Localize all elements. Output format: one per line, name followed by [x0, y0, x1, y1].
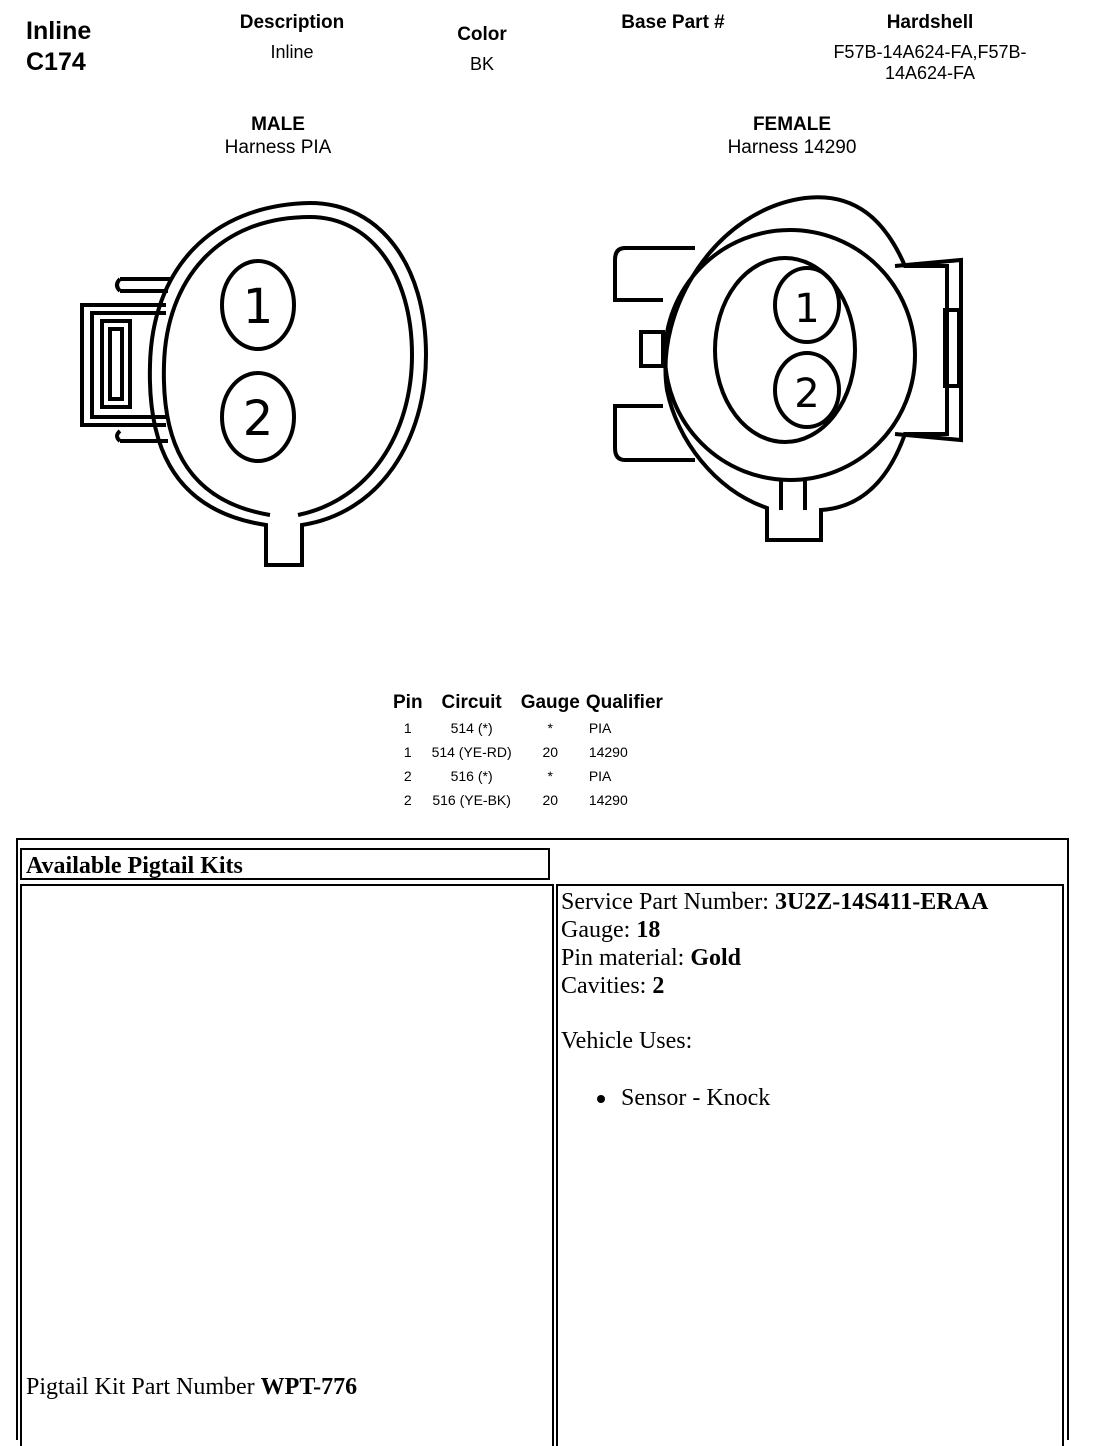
vehicle-uses-list: [561, 1083, 988, 1113]
male-pin2-label: 2: [242, 391, 274, 447]
qualifier-cell: 14290: [588, 792, 628, 808]
pin-material-value: Gold: [690, 945, 741, 971]
vehicle-use-text: Sensor - Knock: [621, 1085, 771, 1111]
gauge-cell: 20: [542, 744, 559, 760]
table-row: [390, 716, 666, 740]
gauge-value: 18: [636, 917, 661, 943]
male-pin1-label: 1: [242, 279, 274, 335]
female-label: FEMALE: [752, 114, 832, 135]
pigtail-kit-part-value: WPT-776: [260, 1374, 358, 1400]
female-harness: Harness 14290: [727, 137, 857, 158]
hardshell-value-line2: 14A624-FA: [884, 63, 976, 83]
pin-cell: 1: [403, 720, 412, 736]
color-value: BK: [469, 54, 494, 74]
list-item: [621, 1083, 988, 1113]
cavities-line: [561, 972, 988, 1000]
pigtail-kit-details-cell: [556, 884, 1064, 1446]
male-connector-diagram: [70, 195, 440, 575]
color-column: [422, 24, 542, 75]
cavities-label: Cavities:: [561, 973, 653, 999]
pin-material-line: [561, 944, 988, 972]
qualifier-cell: PIA: [588, 768, 612, 784]
table-row: [390, 740, 666, 764]
gauge-cell: *: [547, 768, 553, 784]
cavities-value: 2: [652, 973, 665, 999]
description-column: [212, 12, 372, 63]
connector-title-line2: C174: [26, 48, 86, 76]
pin-cell: 2: [403, 792, 412, 808]
base-part-label: Base Part #: [621, 12, 725, 33]
circuit-cell: 514 (YE-RD): [431, 744, 512, 760]
base-part-column: [593, 12, 753, 33]
table-row: [390, 764, 666, 788]
pin-table-header-row: [390, 690, 666, 716]
pigtail-kit-part-label: Pigtail Kit Part Number: [26, 1374, 261, 1400]
qualifier-cell: PIA: [588, 720, 612, 736]
circuit-cell: 516 (YE-BK): [432, 792, 511, 808]
pin-table: [390, 690, 666, 812]
gauge-header: Gauge: [520, 692, 580, 713]
hardshell-label: Hardshell: [886, 12, 974, 33]
qualifier-header: Qualifier: [585, 692, 663, 713]
service-part-number: [561, 888, 988, 916]
female-pin2-label: 2: [794, 371, 820, 417]
circuit-cell: 516 (*): [450, 768, 493, 784]
pigtail-kit-image-cell: [20, 884, 554, 1446]
female-pin1-label: 1: [794, 286, 820, 332]
gauge-cell: *: [547, 720, 553, 736]
hardshell-value-line1: F57B-14A624-FA,F57B-: [833, 42, 1027, 62]
pigtail-kits-heading: Available Pigtail Kits: [20, 848, 550, 880]
connector-title-line1: Inline: [26, 17, 92, 45]
male-label: MALE: [251, 114, 305, 135]
vehicle-uses-label: Vehicle Uses:: [561, 1028, 693, 1054]
pin-cell: 2: [403, 768, 412, 784]
circuit-header: Circuit: [441, 692, 502, 713]
gauge-cell: 20: [542, 792, 559, 808]
pigtail-kit-details: [561, 888, 988, 1113]
male-header: [178, 113, 378, 159]
connector-title: [26, 16, 91, 78]
qualifier-cell: 14290: [588, 744, 628, 760]
description-label: Description: [239, 12, 345, 33]
pin-material-label: Pin material:: [561, 945, 691, 971]
gauge-line: [561, 916, 988, 944]
table-row: [390, 788, 666, 812]
pigtail-kit-part-number: [26, 1374, 357, 1401]
circuit-cell: 514 (*): [450, 720, 493, 736]
bullet-icon: [597, 1095, 605, 1103]
service-part-label: Service Part Number:: [561, 889, 775, 915]
female-header: [672, 113, 912, 159]
pin-cell: 1: [403, 744, 412, 760]
service-part-value: 3U2Z-14S411-ERAA: [774, 889, 989, 915]
male-harness: Harness PIA: [224, 137, 332, 158]
color-label: Color: [457, 24, 507, 45]
description-value: Inline: [270, 42, 314, 62]
hardshell-column: [800, 12, 1060, 84]
pin-header: Pin: [393, 692, 423, 713]
gauge-label: Gauge:: [561, 917, 637, 943]
female-connector-diagram: [605, 190, 970, 550]
